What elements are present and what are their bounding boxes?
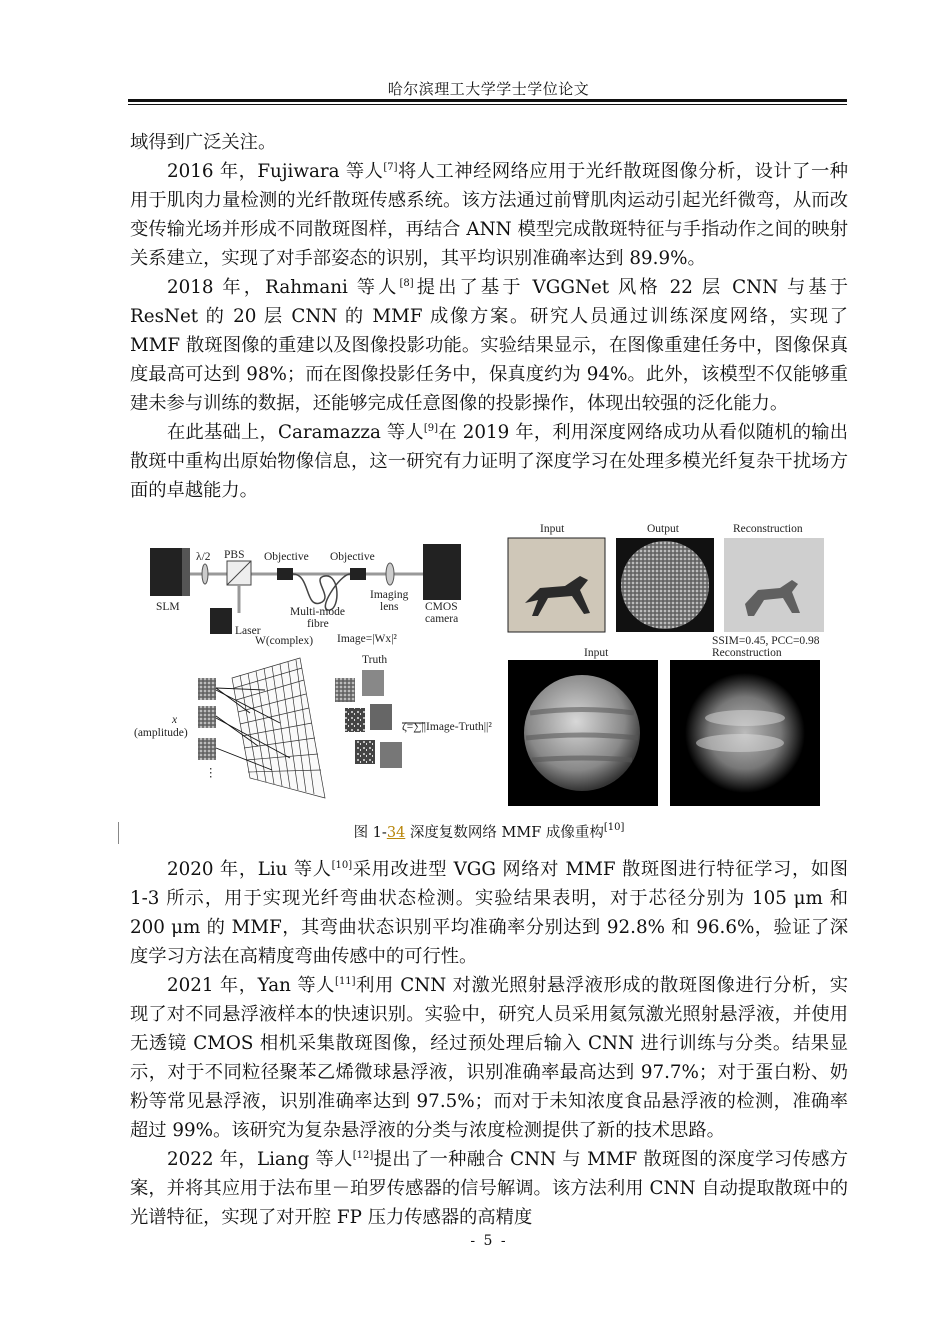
half-wave-plate bbox=[202, 564, 208, 584]
figure-caption: 图 1-34 深度复数网络 MMF 成像重构[10] bbox=[353, 822, 625, 841]
image-tile-1 bbox=[335, 678, 355, 702]
paragraph-rahmani: 2018 年，Rahmani 等人[8]提出了基于 VGGNet 风格 22 层 CNN 与基于 ResNet 的 20 层 CNN 的 MMF 成像方案。研究人员通过训练深度网络，实现了 MMF 散斑图像的重建以及图像投影功能。实验结果显示，在图像重建任务中，图像保真度最高可达到 98%；而在图像投影任务中，保真度约为 94%。此外，该模型不仅能够重建未参与训练的数据，还能够完成任意图像的投影操作，体现出较强的泛化能力。 bbox=[130, 277, 849, 414]
caption-citation: [10] bbox=[603, 822, 625, 833]
objective-1 bbox=[277, 568, 293, 580]
paragraph-continued: 域得到广泛关注。 bbox=[130, 132, 277, 153]
cmos-camera bbox=[423, 544, 461, 600]
label-cmos-2: camera bbox=[425, 613, 459, 625]
imaging-lens bbox=[386, 563, 394, 585]
label-pbs: PBS bbox=[224, 549, 245, 561]
truth-tile-3 bbox=[380, 742, 402, 768]
label-slm: SLM bbox=[156, 601, 180, 613]
citation-12: [12] bbox=[352, 1150, 374, 1161]
citation-7: [7] bbox=[383, 162, 398, 173]
slm-face bbox=[182, 548, 190, 596]
truth-tile-1 bbox=[362, 670, 384, 696]
body-text-lower bbox=[130, 855, 848, 1232]
label-lens-1: Imaging bbox=[370, 589, 409, 601]
label-lens-2: lens bbox=[380, 601, 399, 613]
ellipsis: ⋮ bbox=[205, 767, 217, 779]
citation-9: [9] bbox=[423, 423, 439, 434]
paragraph-liu: 2020 年，Liu 等人[10]采用改进型 VGG 网络对 MMF 散斑图进行特征学习，如图 1-3 所示，用于实现光纤弯曲状态检测。实验结果表明，对于芯径分别为 105 μm 和 200 μm 的 MMF，其弯曲状态识别平均准确率分别达到 92.8% 和 96.6%，验证了深度学习方法在高精度弯曲传感中的可行性。 bbox=[130, 859, 848, 967]
label-jupiter-reconstruction: Reconstruction bbox=[712, 647, 782, 659]
label-horse-output: Output bbox=[647, 523, 679, 535]
caption-number-old: 3 bbox=[386, 825, 397, 841]
caption-number-tracked bbox=[387, 825, 405, 841]
input-tile-3 bbox=[198, 738, 216, 760]
body-text-upper bbox=[130, 128, 848, 505]
paragraph-yan: 2021 年，Yan 等人[11]利用 CNN 对激光照射悬浮液形成的散斑图像进行分析，实现了对不同悬浮液样本的快速识别。实验中，研究人员采用氦氖激光照射悬浮液，并使用无透镜 CMOS 相机采集散斑图像，经过预处理后输入 CNN 进行训练与分类。结果显示，对于不同粒径聚苯乙烯微球悬浮液，识别准确率最高达到 97.7%；对于蛋白粉、奶粉等常见悬浮液，识别准确率达到 97.5%；而对于未知浓度食品悬浮液的检测，准确率超过 99%。该研究为复杂悬浮液的分类与浓度检测提供了新的技术思路。 bbox=[130, 975, 849, 1141]
label-x: x bbox=[172, 714, 178, 726]
input-tile-2 bbox=[198, 706, 216, 728]
weight-grid bbox=[232, 658, 325, 798]
figure-mmf-reconstruction bbox=[134, 518, 830, 808]
label-loss: ζ=∑||Image-Truth||² bbox=[402, 721, 492, 733]
truth-tile-2 bbox=[370, 704, 392, 730]
label-image-eq: Image=|Wx|² bbox=[337, 633, 397, 645]
label-objective-2: Objective bbox=[330, 551, 375, 563]
image-tile-3 bbox=[355, 740, 375, 764]
page-number: - 5 - bbox=[470, 1233, 508, 1249]
laser-block bbox=[210, 608, 232, 634]
label-w-complex: W(complex) bbox=[255, 635, 314, 647]
header-rule-thin bbox=[128, 104, 847, 105]
citation-8: [8] bbox=[399, 278, 414, 289]
input-tile-1 bbox=[198, 678, 216, 700]
label-fibre-1: Multi-mode bbox=[290, 606, 345, 618]
paragraph-fujiwara: 2016 年，Fujiwara 等人[7]将人工神经网络应用于光纤散斑图像分析，设计了一种用于肌肉力量检测的光纤散斑传感系统。该方法通过前臂肌肉运动引起光纤微弯，从而改变传输光场并形成不同散斑图样，再结合 ANN 模型完成散斑特征与手指动作之间的映射关系建立，实现了对手部姿态的识别，其平均识别准确率达到 89.9%。 bbox=[130, 161, 848, 269]
horse-reconstruction-panel bbox=[508, 523, 824, 647]
page-header: 哈尔滨理工大学学士学位论文 bbox=[387, 80, 590, 98]
jupiter-blur bbox=[685, 673, 805, 793]
label-objective-1: Objective bbox=[264, 551, 309, 563]
label-jupiter-input: Input bbox=[584, 647, 609, 659]
citation-10: [10] bbox=[331, 860, 353, 871]
label-half-wave: λ/2 bbox=[196, 551, 211, 563]
objective-2 bbox=[350, 568, 366, 580]
label-truth: Truth bbox=[362, 654, 388, 666]
label-amplitude: (amplitude) bbox=[134, 727, 188, 739]
label-cmos-1: CMOS bbox=[425, 601, 458, 613]
header-rule-thick bbox=[128, 99, 847, 102]
jupiter-reconstruction-panel bbox=[508, 647, 820, 806]
text-cursor-marker bbox=[118, 822, 119, 844]
speckle-disk bbox=[621, 541, 709, 629]
paragraph-caramazza: 在此基础上，Caramazza 等人[9]在 2019 年，利用深度网络成功从看似随机的输出散斑中重构出原始物像信息，这一研究有力证明了深度学习在处理多模光纤复杂干扰场方面的卓越能力。 bbox=[130, 422, 848, 501]
label-fibre-2: fibre bbox=[307, 618, 329, 630]
citation-11: [11] bbox=[335, 976, 356, 987]
label-laser: Laser bbox=[235, 625, 261, 637]
slm-block bbox=[150, 548, 182, 596]
caption-number-new: 4 bbox=[396, 825, 406, 841]
label-horse-reconstruction: Reconstruction bbox=[733, 523, 803, 535]
image-tile-2 bbox=[345, 708, 365, 732]
complex-network-diagram bbox=[134, 633, 492, 798]
fibre-coil bbox=[293, 574, 350, 610]
paragraph-liang: 2022 年，Liang 等人[12]提出了一种融合 CNN 与 MMF 散斑图的深度学习传感方案，并将其应用于法布里－珀罗传感器的信号解调。该方法利用 CNN 自动提取散斑中的光谱特征，实现了对开腔 FP 压力传感器的高精度 bbox=[130, 1149, 848, 1228]
horse-reconstruction-image bbox=[724, 538, 824, 632]
horse-input-image bbox=[508, 538, 605, 632]
label-metrics: SSIM=0.45, PCC=0.98 bbox=[712, 635, 820, 647]
optical-setup-diagram bbox=[150, 544, 461, 637]
label-horse-input: Input bbox=[540, 523, 565, 535]
